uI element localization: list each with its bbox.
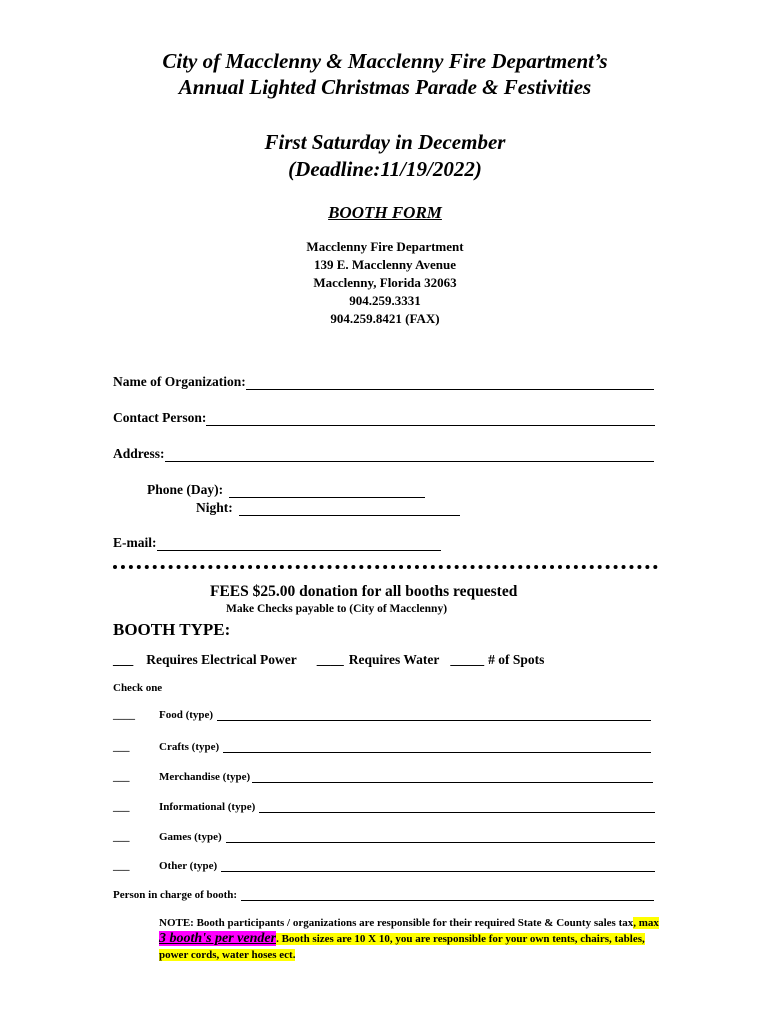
note-max-booths: 3 booth's per vender xyxy=(159,931,277,946)
item-checkbox[interactable]: ___ xyxy=(113,771,130,783)
item-label: Merchandise (type) xyxy=(159,771,251,783)
address-block xyxy=(0,238,770,328)
person-in-charge-label: Person in charge of booth: xyxy=(113,889,238,901)
person-in-charge-line[interactable] xyxy=(241,888,654,901)
contact-field xyxy=(113,410,655,426)
organization-input-line[interactable] xyxy=(246,375,654,390)
address-phone: 904.259.3331 xyxy=(349,293,421,308)
spots-blank[interactable]: _____ xyxy=(450,652,485,667)
phone-day-field xyxy=(147,482,425,498)
email-input-line[interactable] xyxy=(157,536,442,551)
item-label: Other (type) xyxy=(159,860,218,872)
booth-item-games xyxy=(113,830,655,843)
address-street: 139 E. Macclenny Avenue xyxy=(313,257,457,272)
form-title: BOOTH FORM xyxy=(328,203,442,222)
address-org: Macclenny Fire Department xyxy=(306,239,464,254)
electric-checkbox[interactable]: ___ xyxy=(113,652,134,667)
note-text-1: NOTE: Booth participants / organizations are responsible for their required State & County sales tax xyxy=(159,917,634,929)
phone-night-field xyxy=(196,500,460,516)
booth-type-heading: BOOTH TYPE: xyxy=(113,620,231,639)
phone-day-label: Phone (Day): xyxy=(147,482,224,497)
contact-input-line[interactable] xyxy=(206,411,655,426)
note-highlight-2: . Booth sizes are 10 X 10, you are responsible for your own tents, chairs, tables, power cords, water hoses ect. xyxy=(159,933,645,961)
item-checkbox[interactable]: ___ xyxy=(113,741,130,753)
item-label: Games (type) xyxy=(159,831,222,843)
email-label: E-mail: xyxy=(113,535,157,550)
phone-day-input-line[interactable] xyxy=(229,483,425,498)
organization-field xyxy=(113,374,654,390)
booth-note xyxy=(159,915,659,963)
person-in-charge-field xyxy=(113,888,654,901)
requirements-row xyxy=(113,652,613,668)
phone-night-input-line[interactable] xyxy=(239,501,460,516)
item-type-line[interactable] xyxy=(259,800,655,813)
fees-text: FEES $25.00 donation for all booths requested xyxy=(210,583,518,600)
phone-night-label: Night: xyxy=(196,500,233,515)
item-checkbox[interactable]: ___ xyxy=(113,801,130,813)
item-type-line[interactable] xyxy=(221,859,655,872)
title-line-2: Annual Lighted Christmas Parade & Festivities xyxy=(178,75,592,99)
organization-label: Name of Organization: xyxy=(113,374,246,389)
booth-item-informational xyxy=(113,800,655,813)
address-field xyxy=(113,446,654,462)
booth-item-other xyxy=(113,859,655,872)
address-input-line[interactable] xyxy=(165,447,654,462)
item-checkbox[interactable]: ___ xyxy=(113,860,130,872)
item-label: Crafts (type) xyxy=(159,741,220,753)
note-highlight-1: , max xyxy=(633,917,659,929)
address-label: Address: xyxy=(113,446,165,461)
address-fax: 904.259.8421 (FAX) xyxy=(330,311,440,326)
dotted-divider xyxy=(113,565,658,569)
item-checkbox[interactable]: ____ xyxy=(113,709,135,721)
booth-item-crafts xyxy=(113,740,651,753)
deadline-line: (Deadline:11/19/2022) xyxy=(288,157,482,181)
item-label: Food (type) xyxy=(159,709,214,721)
water-checkbox[interactable]: ____ xyxy=(316,652,344,667)
item-type-line[interactable] xyxy=(226,830,655,843)
item-checkbox[interactable]: ___ xyxy=(113,831,130,843)
water-label: Requires Water xyxy=(348,652,440,667)
checks-payable-text: Make Checks payable to (City of Macclenny) xyxy=(226,603,448,615)
item-label: Informational (type) xyxy=(159,801,256,813)
electric-label: Requires Electrical Power xyxy=(146,652,297,667)
item-type-line[interactable] xyxy=(223,740,651,753)
check-one-label: Check one xyxy=(113,682,163,694)
address-city: Macclenny, Florida 32063 xyxy=(313,275,457,290)
item-type-line[interactable] xyxy=(252,770,653,783)
booth-item-merchandise xyxy=(113,770,653,783)
item-type-line[interactable] xyxy=(217,708,651,721)
email-field xyxy=(113,535,441,551)
booth-item-food xyxy=(113,708,651,721)
contact-label: Contact Person: xyxy=(113,410,207,425)
date-line: First Saturday in December xyxy=(264,130,506,154)
title-line-1: City of Macclenny & Macclenny Fire Department’s xyxy=(162,49,608,73)
spots-label: # of Spots xyxy=(488,652,545,667)
